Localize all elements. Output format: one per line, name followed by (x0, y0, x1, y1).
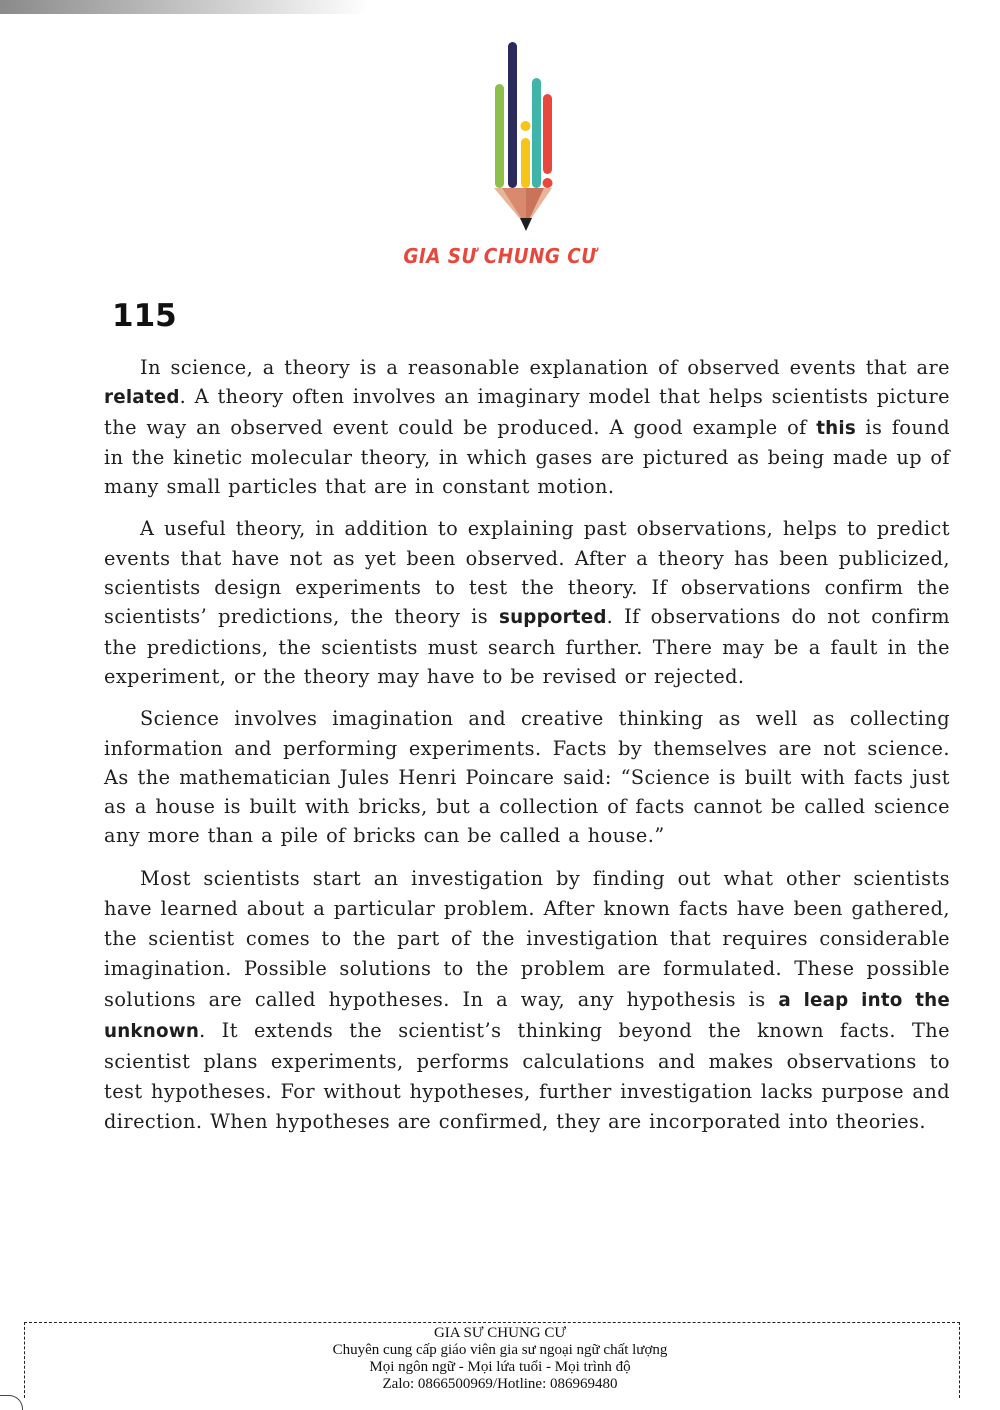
footer-subtitle: Mọi ngôn ngữ - Mọi lứa tuổi - Mọi trình độ (369, 1359, 631, 1375)
brand-name: GIA SƯ CHUNG CƯ (403, 244, 597, 268)
text-segment: In science, a theory is a reasonable explanation of observed events that are (140, 356, 950, 379)
bold-term: supported (499, 607, 607, 629)
footer-contact: Zalo: 0866500969/Hotline: 086969480 (382, 1376, 618, 1392)
page-number: 115 (112, 298, 177, 334)
bold-term: this (816, 417, 856, 439)
paragraph (104, 514, 950, 691)
pencil-bars-logo-icon (486, 38, 556, 238)
logo (0, 38, 1000, 278)
article-body (104, 353, 950, 1151)
paragraph (104, 353, 950, 501)
text-segment: Most scientists start an investigation by finding out what other scientists have learned about a particular problem. After known facts have been gathered, the scientist comes to the part of the investigation that requires considerable imagination. Possible solutions to the problem are formulated. These possible solutions are called hypotheses. In a way, any hypothesis is (104, 866, 950, 1011)
text-segment: . If observations do not confirm the predictions, the scientists must search further. There may be a fault in the experiment, or the theory may have to be revised or rejected. (104, 605, 950, 688)
paragraph (104, 704, 950, 850)
text-segment: A useful theory, in addition to explaining past observations, helps to predict events that have not as yet been observed. After a theory has been publicized, scientists design experiments to test the theory. If observations confirm the scientists’ predictions, the theory is (104, 517, 950, 629)
footer-tagline: Chuyên cung cấp giáo viên gia sư ngoại ngữ chất lượng (332, 1342, 668, 1358)
scan-corner-mark (0, 1395, 23, 1410)
text-segment: Science involves imagination and creative thinking as well as collecting information and performing experiments. Facts by themselves are not science. As the mathematician Jules Henri Poincare said: “Science is built with facts just as a house is built with bricks, but a collection of facts cannot be called science any more than a pile of bricks can be called a house.” (104, 707, 950, 848)
paragraph (104, 864, 950, 1138)
bold-term: related (104, 387, 180, 409)
bold-term: a leap into the unknown (104, 989, 950, 1042)
text-segment: is found in the kinetic molecular theory, in which gases are pictured as being made up of many small particles that are in constant motion. (104, 415, 950, 499)
scan-edge-shadow (0, 0, 370, 14)
footer (0, 1325, 1000, 1393)
footer-brand: GIA SƯ CHUNG CƯ (433, 1325, 567, 1341)
text-segment: . A theory often involves an imaginary model that helps scientists picture the way an observed event could be produced. A good example of (104, 385, 950, 439)
text-segment: . It extends the scientist’s thinking beyond the known facts. The scientist plans experiments, performs calculations and makes observations to test hypotheses. For without hypotheses, further investigation lacks purpose and direction. When hypotheses are confirmed, they are incorporated into theories. (104, 1018, 950, 1134)
